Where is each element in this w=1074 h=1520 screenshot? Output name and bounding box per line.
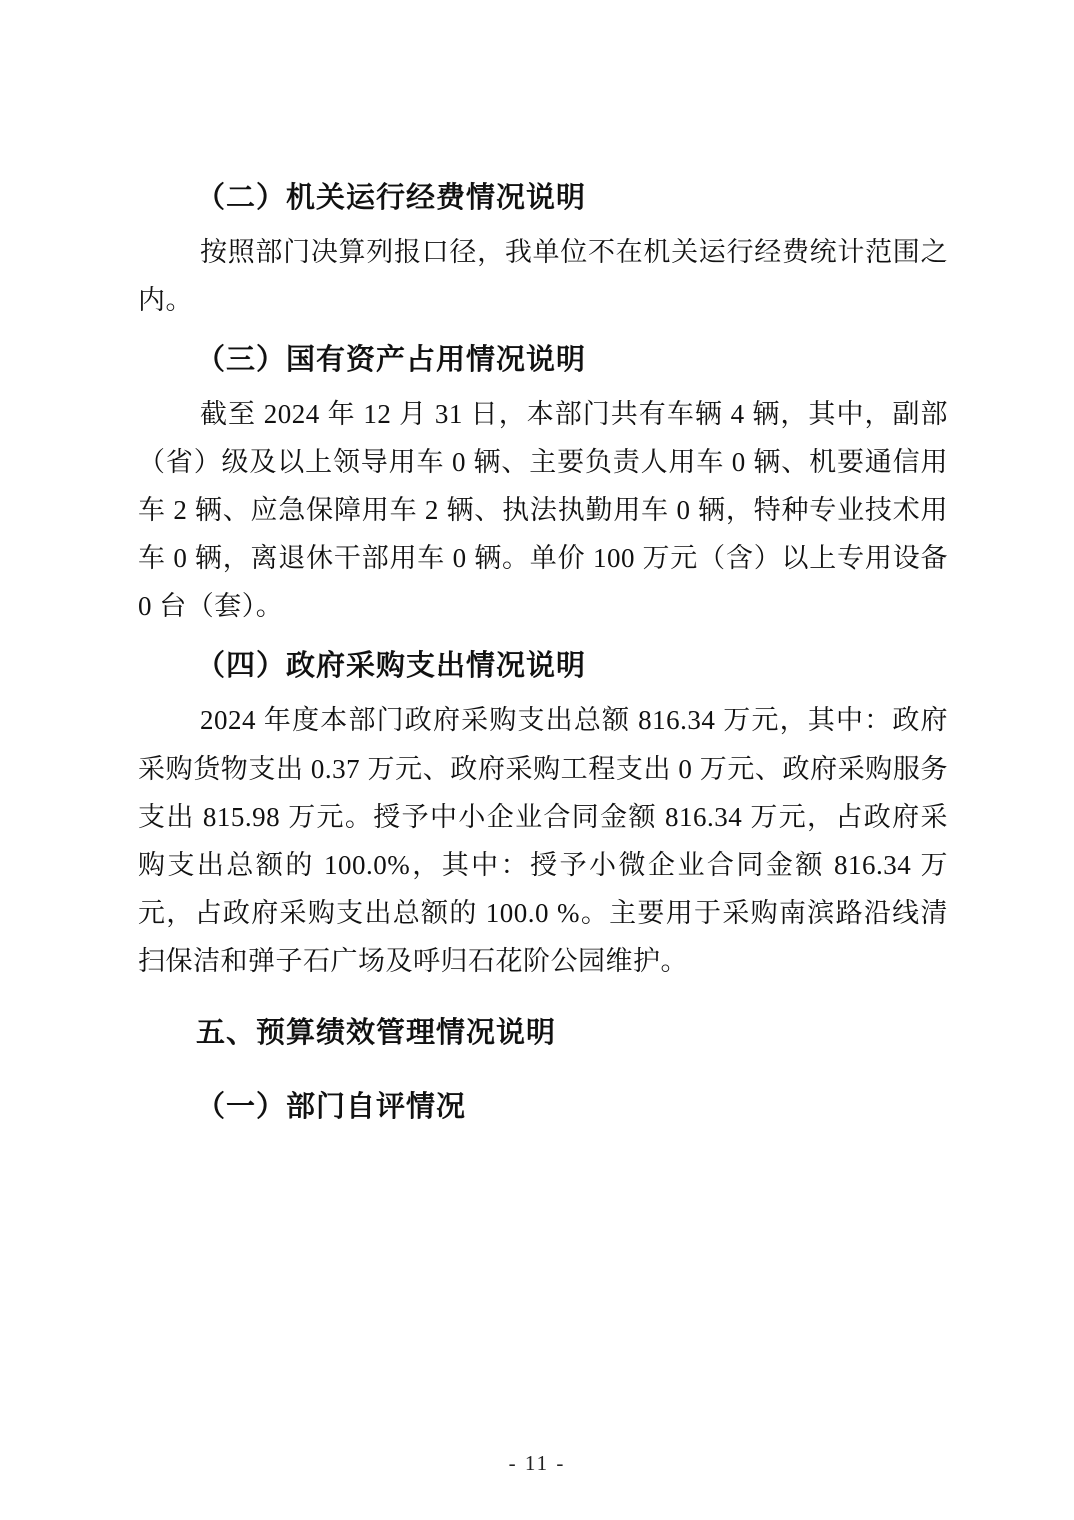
spacer (138, 989, 948, 1011)
section-heading-bumen-ziping: （一）部门自评情况 (196, 1088, 467, 1123)
paragraph-jiguan-yunxing: 按照部门决算列报口径，我单位不在机关运行经费统计范围之内。 (138, 237, 948, 316)
section-heading-jiguan-yunxing: （二）机关运行经费情况说明 (196, 180, 587, 214)
paragraph-zhengfu-caigou: 2024 年度本部门政府采购支出总额 816.34 万元，其中：政府采购货物支出 0.37 万元、政府采购工程支出 0 万元、政府采购服务支出 815.98 万元。授予中小企业合同金额 816.34 万元，占政府采购支出总额的 100.0%，其中：授予小微企业合同金额 816.34 万元，占政府采购支出总额的 100.0 %。主要用于采购南滨路沿线清扫保洁和弹子石广场及呼归石花阶公园维护。 (138, 705, 948, 976)
section-heading-guoyou-zichan: （三）国有资产占用情况说明 (196, 342, 587, 377)
section-heading-zhengfu-caigou: （四）政府采购支出情况说明 (196, 648, 587, 683)
paragraph-guoyou-zichan: 截至 2024 年 12 月 31 日，本部门共有车辆 4 辆，其中，副部（省）级及以上领导用车 0 辆、主要负责人用车 0 辆、机要通信用车 2 辆、应急保障用车 2 辆、执法执勤用车 0 辆，特种专业技术用车 0 辆，离退休干部用车 0 辆。单价 100 万元（含）以上专用设备 0 台（套）。 (138, 399, 948, 622)
section-heading-yusuan-jixiao: 五、预算绩效管理情况说明 (196, 1014, 557, 1049)
spacer (138, 1063, 948, 1085)
page-number: - 11 - (508, 1451, 566, 1475)
spacer (138, 634, 948, 644)
document-body (138, 176, 948, 1137)
spacer (138, 328, 948, 338)
